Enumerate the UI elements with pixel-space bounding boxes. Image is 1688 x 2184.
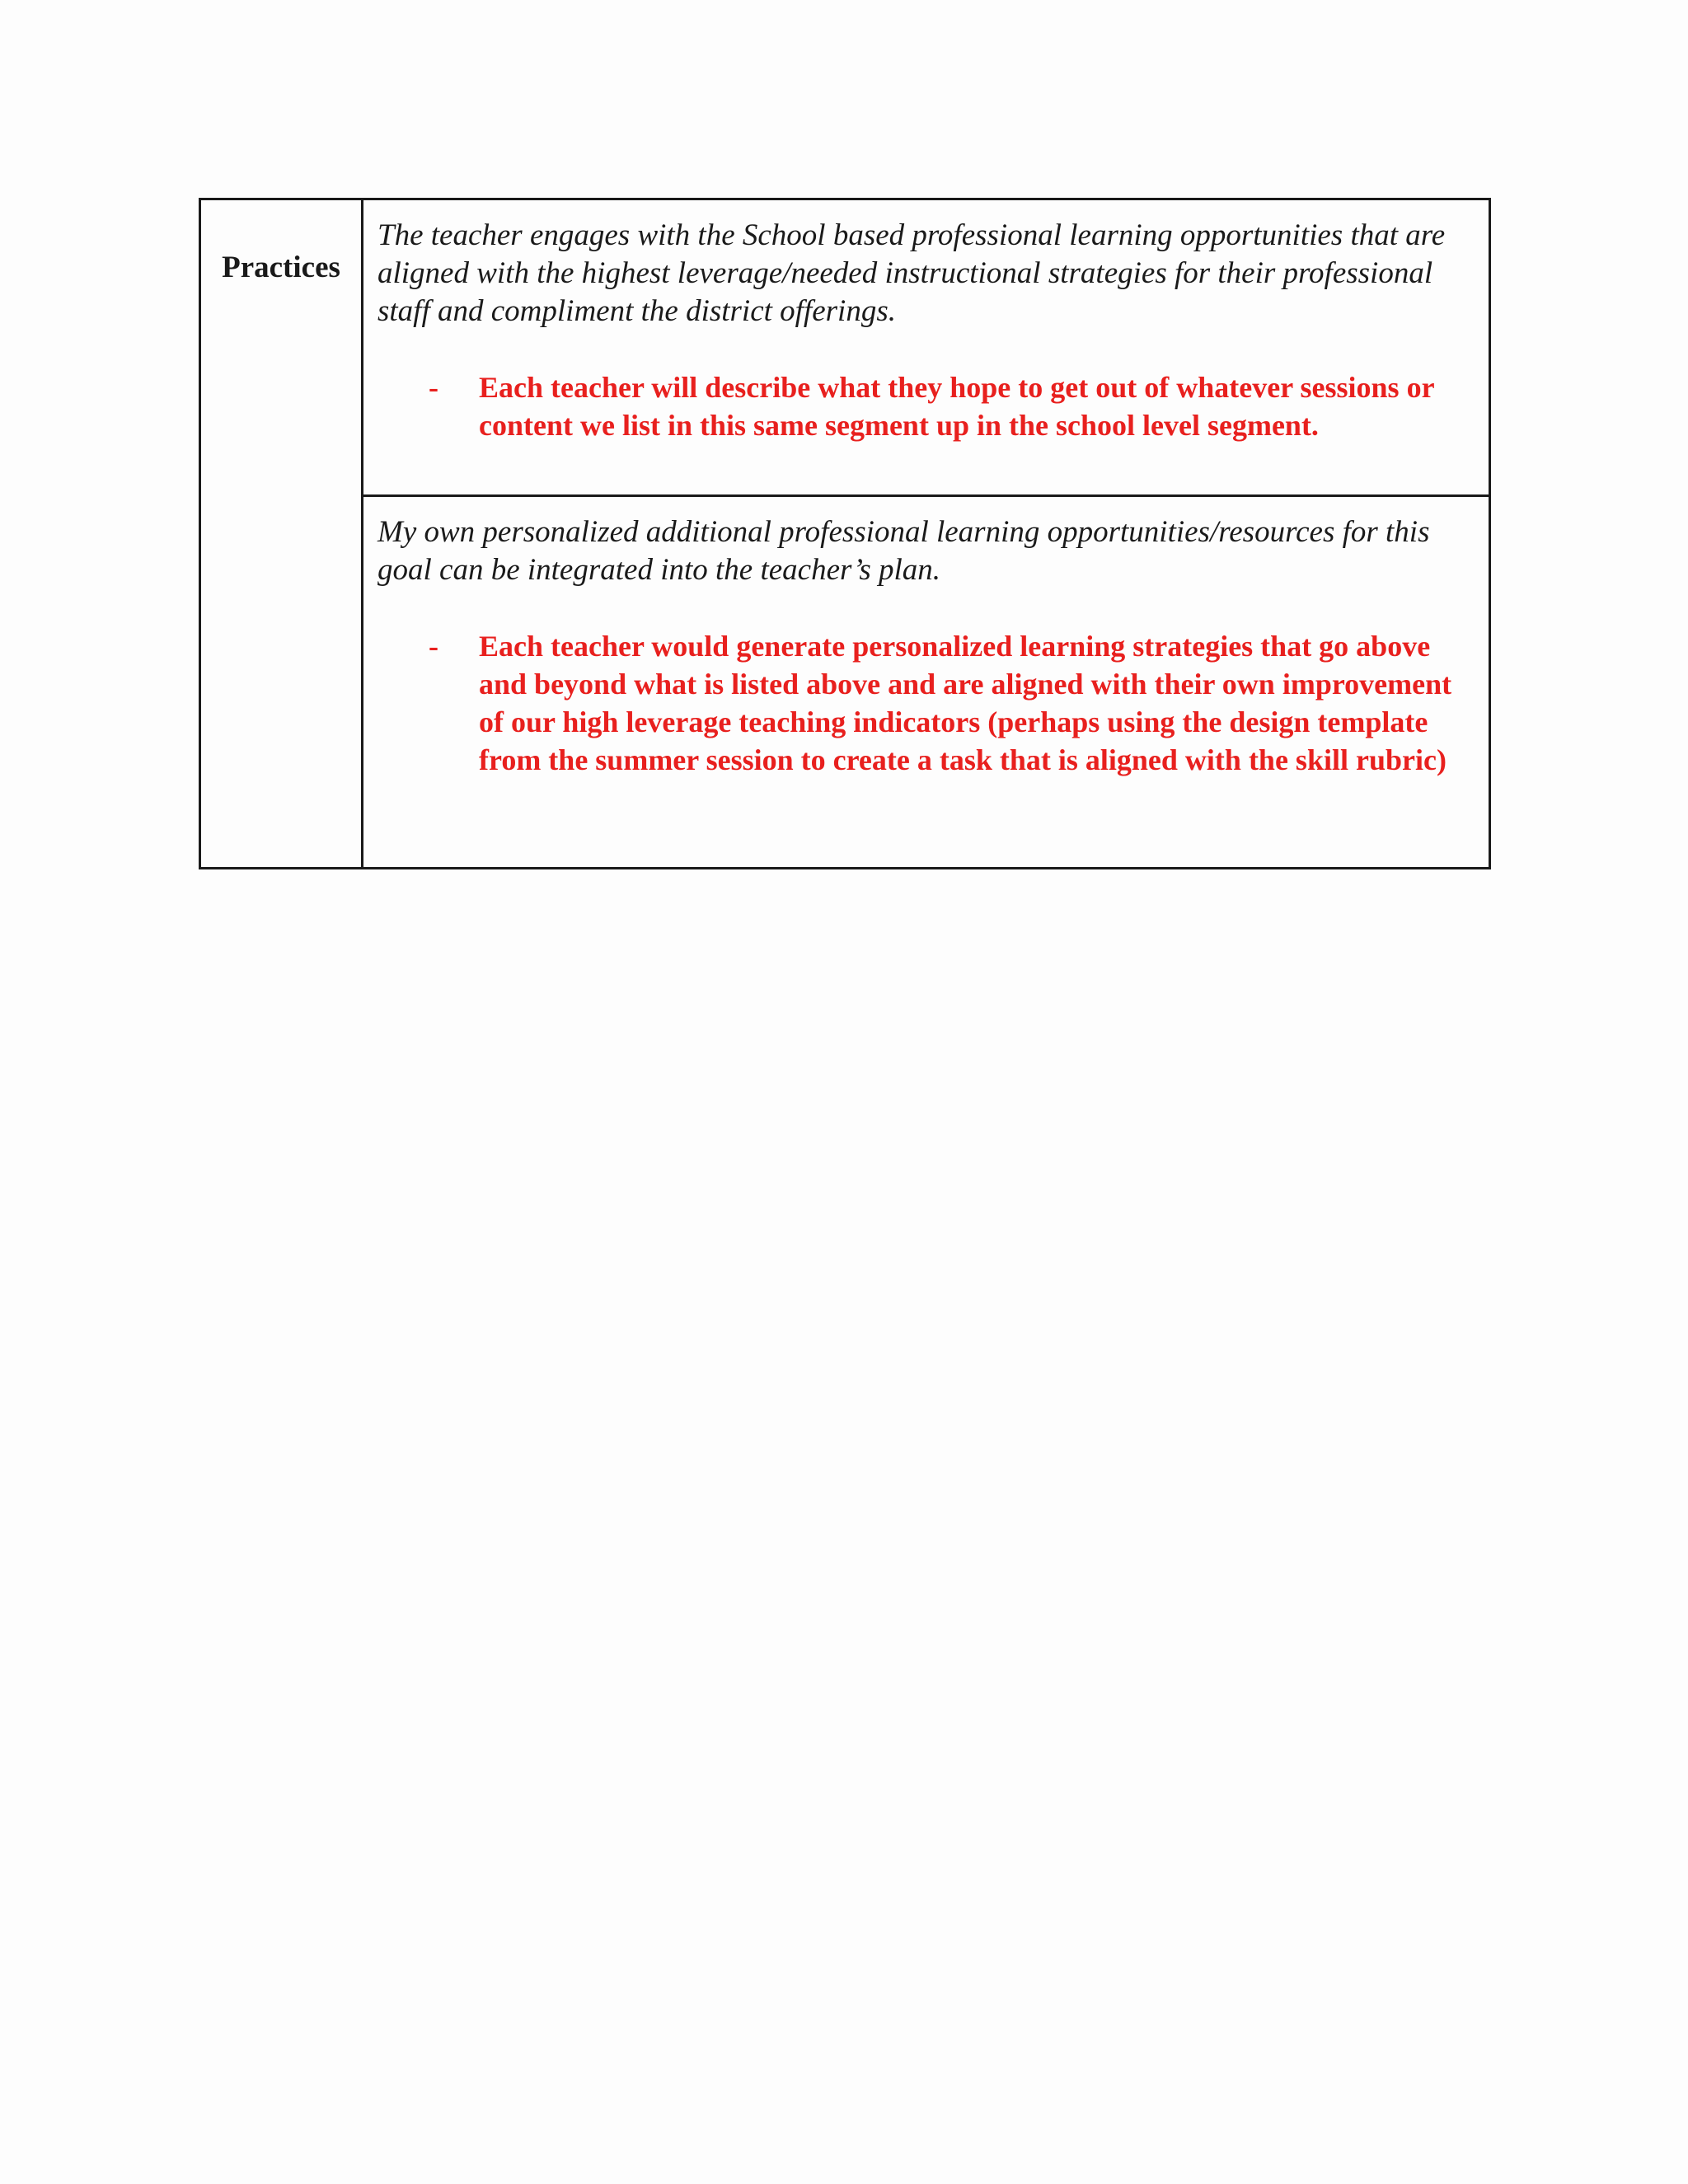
row-label: Practices xyxy=(222,251,340,284)
school-based-learning-cell xyxy=(363,200,1489,497)
cell-intro-text: My own personalized additional professional learning opportunities/resources for this goal can be integrated into the teacher’s plan. xyxy=(377,515,1430,587)
bullet-text: Each teacher would generate personalized learning strategies that go above and beyond what is listed above and are aligned with their own improvement of our high leverage teaching indicators (perhaps using the design template from the summer session to create a task that is aligned with the skill rubric) xyxy=(479,630,1452,776)
personalized-learning-cell xyxy=(363,497,1489,867)
row-label-cell xyxy=(201,200,363,867)
bullet-item xyxy=(377,627,1474,779)
bullet-dash: - xyxy=(429,371,438,404)
practices-table xyxy=(199,198,1491,869)
bullet-dash: - xyxy=(429,630,438,663)
content-column xyxy=(363,200,1489,867)
bullet-item xyxy=(377,368,1474,444)
cell-intro-text: The teacher engages with the School based professional learning opportunities that are aligned with the highest leverage/needed instructional strategies for their professional staff and compliment the district offerings. xyxy=(377,218,1446,328)
bullet-text: Each teacher will describe what they hope to get out of whatever sessions or content we list in this same segment up in the school level segment. xyxy=(479,371,1434,442)
